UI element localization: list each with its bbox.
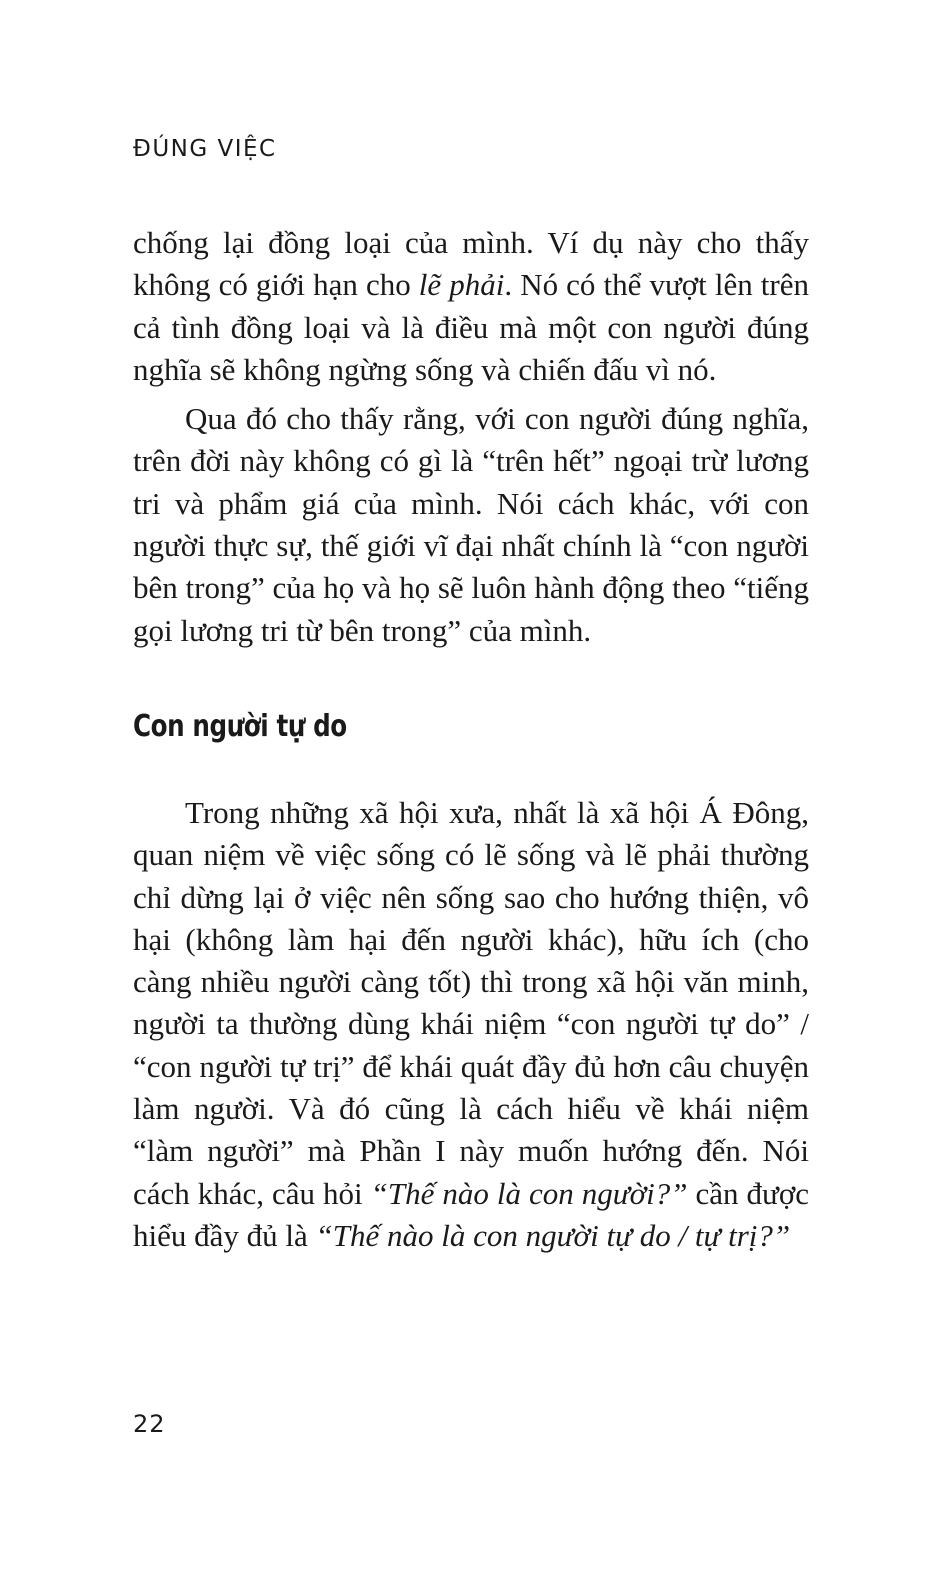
paragraph-1-rest: . Nó có thể vượt lên trên cả tình đồng loại và là điều mà một con người đúng nghĩa sẽ không ngừng sống và chiến đấu vì nó.: [133, 267, 809, 387]
paragraph-3-italic-question: “Thế nào là con người?”: [370, 1175, 688, 1211]
paragraph-1: [133, 222, 809, 391]
section-heading: Con người tự do: [133, 708, 347, 744]
paragraph-1-text: chống lại đồng loại của mình. Ví dụ này cho thấy không có giới hạn cho: [133, 225, 809, 303]
running-header: ĐÚNG VIỆC: [133, 136, 277, 162]
body-text: [133, 222, 809, 1257]
page-number: 22: [133, 1410, 166, 1438]
paragraph-2: Qua đó cho thấy rằng, với con người đúng nghĩa, trên đời này không có gì là “trên hết” ngoại trừ lương tri và phẩm giá của mình. Nói cách khác, với con người thực sự, thế giới vĩ đại nhất chính là “con người bên trong” của họ và họ sẽ luôn hành động theo “tiếng gọi lương tri từ bên trong” của mình.: [133, 401, 809, 648]
paragraph-3-text: Trong những xã hội xưa, nhất là xã hội Á Đông, quan niệm về việc sống có lẽ sống và lẽ phải thường chỉ dừng lại ở việc nên sống sao cho hướng thiện, vô hại (không làm hại đến người khác), hữu ích (cho càng nhiều người càng tốt) thì trong xã hội văn minh, người ta thường dùng khái niệm “con người tự do” / “con người tự trị” để khái quát đầy đủ hơn câu chuyện làm người. Và đó cũng là cách hiểu về khái niệm “làm người” mà Phần I này muốn hướng đến. Nói cách khác, câu hỏi: [133, 794, 809, 1211]
paragraph-3-italic-answer: “Thế nào là con người tự do / tự trị?”: [315, 1217, 791, 1253]
book-page: [133, 0, 809, 1575]
paragraph-3-mid: cần được hiểu đầy đủ là: [133, 1175, 809, 1253]
paragraph-1-italic: lẽ phải: [418, 267, 505, 303]
paragraph-3: [133, 792, 809, 1257]
